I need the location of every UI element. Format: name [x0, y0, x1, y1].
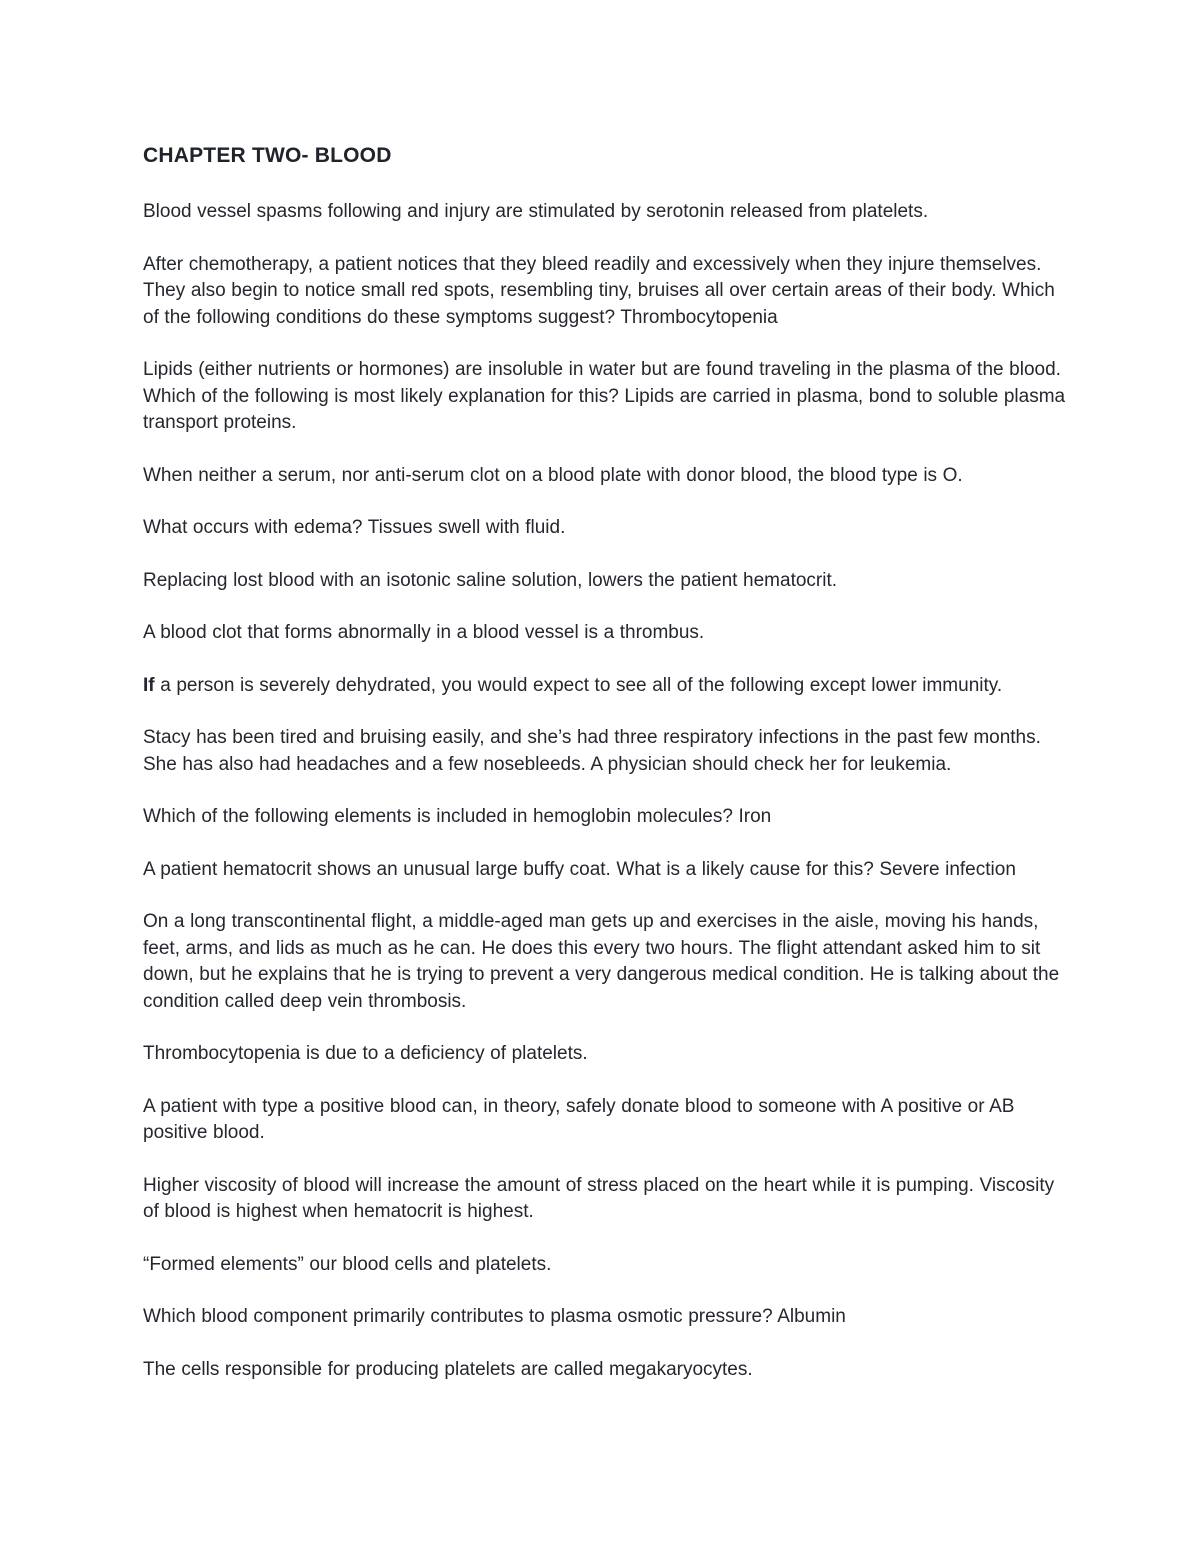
text-run: “Formed elements” our blood cells and platelets.	[143, 1253, 552, 1275]
paragraph	[143, 909, 1073, 1015]
paragraph	[143, 357, 1073, 437]
text-run: After chemotherapy, a patient notices that they bleed readily and excessively when they injure themselves. They also begin to notice small red spots, resembling tiny, bruises all over certain areas of their body. Which of the following conditions do these symptoms suggest? Thrombocytopenia	[143, 253, 1055, 328]
paragraph	[143, 568, 1073, 595]
text-run: On a long transcontinental flight, a middle-aged man gets up and exercises in the aisle, moving his hands, feet, arms, and lids as much as he can. He does this every two hours. The flight attendant asked him to sit down, but he explains that he is trying to prevent a very dangerous medical condition. He is talking about the condition called deep vein thrombosis.	[143, 911, 1060, 1012]
text-run: Which blood component primarily contributes to plasma osmotic pressure? Albumin	[143, 1306, 846, 1327]
bold-text-run: If	[143, 674, 155, 696]
paragraph	[143, 673, 1073, 700]
paragraph	[143, 1357, 1073, 1384]
paragraph	[143, 199, 1073, 226]
paragraph	[143, 1304, 1073, 1331]
paragraph	[143, 1173, 1073, 1226]
document-content	[143, 142, 1073, 1409]
paragraph	[143, 1252, 1073, 1279]
chapter-heading: CHAPTER TWO- BLOOD	[143, 144, 392, 167]
text-run: The cells responsible for producing platelets are called megakaryocytes.	[143, 1358, 753, 1380]
paragraph	[143, 804, 1073, 831]
paragraph	[143, 1094, 1073, 1147]
text-run: A patient hematocrit shows an unusual large buffy coat. What is a likely cause for this? Severe infection	[143, 858, 1016, 880]
paragraph	[143, 857, 1073, 884]
text-run: Blood vessel spasms following and injury are stimulated by serotonin released from platelets.	[143, 201, 929, 222]
text-run: Higher viscosity of blood will increase the amount of stress placed on the heart while it is pumping. Viscosity of blood is highest when hematocrit is highest.	[143, 1174, 1055, 1222]
text-run: A patient with type a positive blood can, in theory, safely donate blood to someone with A positive or AB positive blood.	[143, 1095, 1015, 1143]
text-run: a person is severely dehydrated, you would expect to see all of the following except lower immunity.	[154, 674, 1003, 696]
text-run: Lipids (either nutrients or hormones) are insoluble in water but are found traveling in the plasma of the blood. Which of the following is most likely explanation for this? Lipids are carried in plasma, bond to soluble plasma transport proteins.	[143, 359, 1066, 433]
paragraph	[143, 725, 1073, 778]
paragraph	[143, 252, 1073, 332]
text-run: When neither a serum, nor anti-serum clot on a blood plate with donor blood, the blood type is O.	[143, 464, 963, 486]
text-run: A blood clot that forms abnormally in a blood vessel is a thrombus.	[143, 622, 705, 643]
paragraph	[143, 1041, 1073, 1068]
text-run: Stacy has been tired and bruising easily, and she’s had three respiratory infections in the past few months. She has also had headaches and a few nosebleeds. A physician should check her for leukemia.	[143, 727, 1041, 775]
text-run: Thrombocytopenia is due to a deficiency of platelets.	[143, 1043, 588, 1064]
text-run: Which of the following elements is included in hemoglobin molecules? Iron	[143, 806, 772, 827]
paragraph	[143, 620, 1073, 647]
paragraph	[143, 463, 1073, 490]
paragraph-list	[143, 199, 1073, 1383]
text-run: What occurs with edema? Tissues swell with fluid.	[143, 517, 566, 538]
paragraph	[143, 515, 1073, 542]
text-run: Replacing lost blood with an isotonic saline solution, lowers the patient hematocrit.	[143, 569, 838, 591]
